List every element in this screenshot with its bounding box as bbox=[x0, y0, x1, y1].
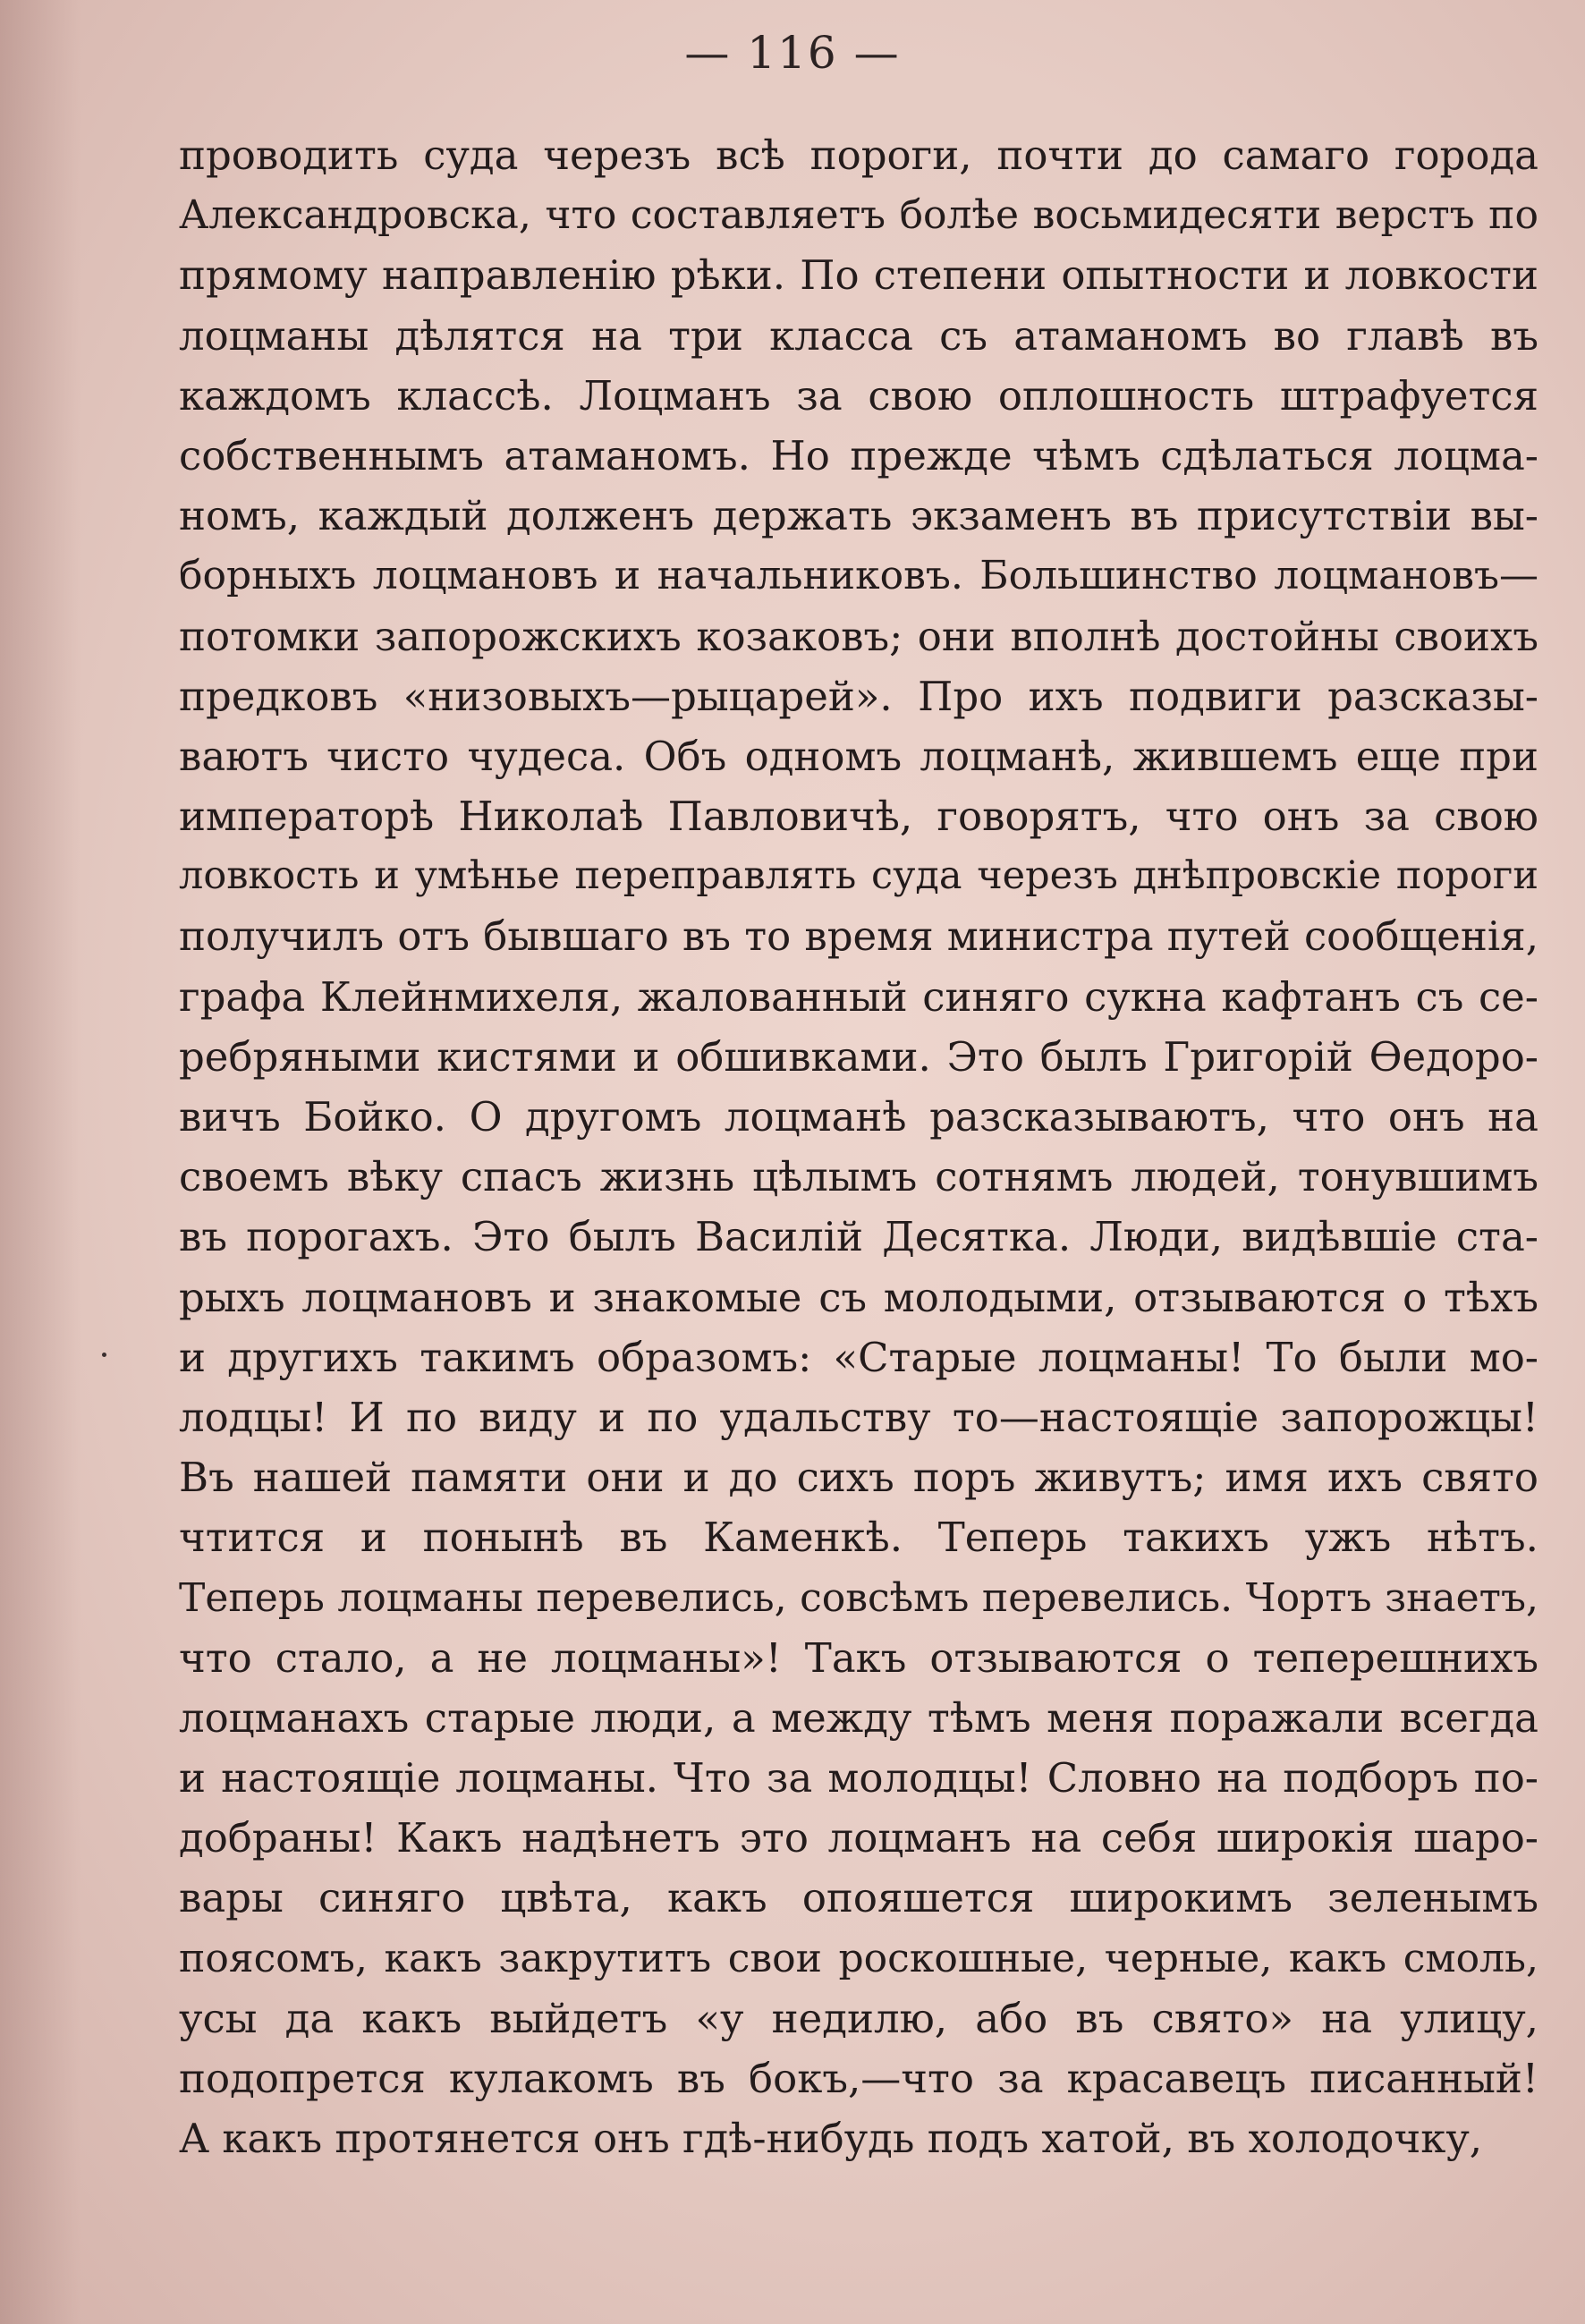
text-line-9: потомки запорожскихъ козаковъ; они вполнѣ достойны своихъ bbox=[179, 612, 1538, 660]
text-line-24: чтится и понынѣ въ Каменкѣ. Теперь такихъ ужъ нѣтъ. bbox=[179, 1514, 1538, 1562]
text-line-3: прямому направленію рѣки. По степени опытности и ловкости bbox=[179, 251, 1538, 300]
text-line-15: графа Клейнмихеля, жалованный синяго сукна кафтанъ съ се- bbox=[179, 972, 1538, 1021]
text-line-20: рыхъ лоцмановъ и знакомые съ молодыми, отзываются о тѣхъ bbox=[179, 1273, 1538, 1321]
text-line-2: Александровска, что составляетъ болѣе восьмидесяти верстъ по bbox=[179, 192, 1538, 239]
text-line-18: своемъ вѣку спасъ жизнь цѣлымъ сотнямъ людей, тонувшимъ bbox=[179, 1153, 1538, 1201]
text-line-27: лоцманахъ старые люди, а между тѣмъ меня поражали всегда bbox=[179, 1693, 1538, 1742]
text-line-29: добраны! Какъ надѣнетъ это лоцманъ на себя широкія шаро- bbox=[179, 1814, 1538, 1862]
page-edge-shadow bbox=[0, 0, 81, 2324]
text-line-26: что стало, а не лоцманы»! Такъ отзываются о теперешнихъ bbox=[179, 1633, 1538, 1682]
text-line-4: лоцманы дѣлятся на три класса съ атаманомъ во главѣ въ bbox=[179, 311, 1538, 360]
text-line-23: Въ нашей памяти они и до сихъ поръ живутъ; имя ихъ свято bbox=[179, 1454, 1538, 1502]
text-line-30: вары синяго цвѣта, какъ опояшется широкимъ зеленымъ bbox=[179, 1874, 1538, 1922]
text-line-32: усы да какъ выйдетъ «у недилю, або въ свято» на улицу, bbox=[179, 1994, 1538, 2042]
text-line-31: поясомъ, какъ закрутитъ свои роскошные, черные, какъ смоль, bbox=[179, 1935, 1538, 1981]
text-line-11: ваютъ чисто чудеса. Объ одномъ лоцманѣ, жившемъ еще при bbox=[179, 732, 1538, 780]
text-line-5: каждомъ классѣ. Лоцманъ за свою оплошность штрафуется bbox=[179, 371, 1538, 420]
text-line-28: и настоящіе лоцманы. Что за молодцы! Словно на подборъ по- bbox=[179, 1754, 1538, 1802]
text-line-21: и другихъ такимъ образомъ: «Старые лоцманы! То были мо- bbox=[179, 1333, 1538, 1381]
text-line-22: лодцы! И по виду и по удальству то—настоящіе запорожцы! bbox=[179, 1393, 1538, 1441]
page-number: — 116 — bbox=[684, 27, 901, 79]
text-line-10: предковъ «низовыхъ—рыцарей». Про ихъ подвиги разсказы- bbox=[179, 672, 1538, 720]
text-line-25: Теперь лоцманы перевелись, совсѣмъ перевелись. Чортъ знаетъ, bbox=[179, 1574, 1538, 1621]
text-line-14: получилъ отъ бывшаго въ то время министра путей сообщенія, bbox=[179, 912, 1538, 961]
text-line-17: вичъ Бойко. О другомъ лоцманѣ разсказываютъ, что онъ на bbox=[179, 1093, 1538, 1141]
text-line-13: ловкость и умѣнье переправлять суда черезъ днѣпровскіе пороги bbox=[179, 853, 1538, 899]
text-line-33: подопрется кулакомъ въ бокъ,—что за красавецъ писанный! bbox=[179, 2055, 1538, 2102]
stray-ink-dot bbox=[102, 1353, 106, 1357]
text-line-34: А какъ протянется онъ гдѣ-нибудь подъ хатой, въ холодочку, bbox=[179, 2115, 1483, 2163]
text-line-7: номъ, каждый долженъ держать экзаменъ въ присутствіи вы- bbox=[179, 492, 1538, 540]
text-line-6: собственнымъ атаманомъ. Но прежде чѣмъ сдѣлаться лоцма- bbox=[179, 431, 1538, 479]
text-line-8: борныхъ лоцмановъ и начальниковъ. Большинство лоцмановъ— bbox=[179, 553, 1538, 599]
text-line-1: проводить суда черезъ всѣ пороги, почти до самаго города bbox=[179, 131, 1538, 179]
body-text bbox=[179, 125, 1538, 2168]
text-line-19: въ порогахъ. Это былъ Василій Десятка. Люди, видѣвшіе ста- bbox=[179, 1213, 1538, 1261]
text-line-12: императорѣ Николаѣ Павловичѣ, говорятъ, что онъ за свою bbox=[179, 793, 1538, 841]
text-line-16: ребряными кистями и обшивками. Это былъ Григорій Ѳедоро- bbox=[179, 1032, 1538, 1081]
